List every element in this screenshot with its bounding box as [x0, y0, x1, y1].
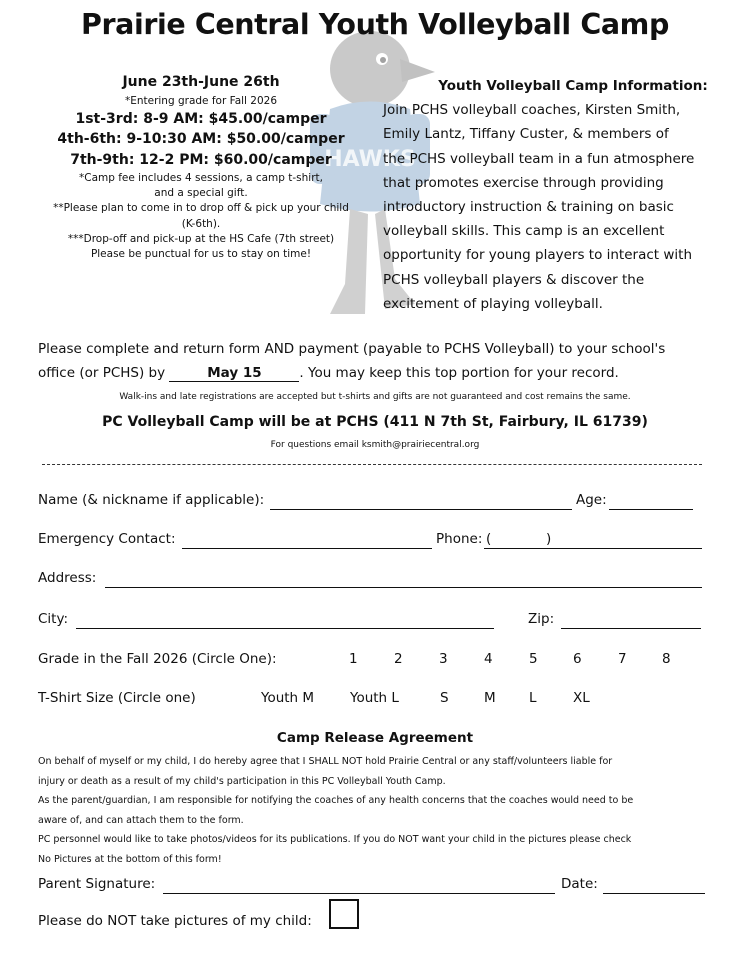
grade-option-4[interactable]: 4	[484, 651, 493, 667]
address-field[interactable]	[105, 587, 702, 588]
date-label: Date:	[561, 876, 598, 892]
fee-note-1: *Camp fee includes 4 sessions, a camp t-shirt,	[78, 172, 323, 185]
info-line: that promotes exercise through providing	[383, 174, 664, 191]
release-agreement-title: Camp Release Agreement	[276, 730, 474, 746]
age-field[interactable]	[609, 509, 693, 510]
city-label: City:	[38, 611, 69, 627]
emergency-contact-label: Emergency Contact:	[38, 531, 176, 547]
info-line: PCHS volleyball players & discover the	[383, 271, 645, 288]
phone-paren-close: )	[546, 531, 552, 547]
emergency-contact-field[interactable]	[182, 548, 432, 549]
age-label: Age:	[576, 492, 607, 508]
cafe-note: ***Drop-off and pick-up at the HS Cafe (7th street)	[67, 232, 335, 245]
phone-field[interactable]	[484, 548, 702, 549]
agreement-line: PC personnel would like to take photos/videos for its publications. If you do NOT want your child in the pictures please check	[38, 834, 632, 845]
price-4th-6th: 4th-6th: 9-10:30 AM: $50.00/camper	[57, 131, 345, 148]
camp-schedule	[28, 74, 374, 263]
info-line: Join PCHS volleyball coaches, Kirsten Smith,	[383, 102, 681, 119]
no-pictures-label: Please do NOT take pictures of my child:	[38, 913, 312, 929]
zip-field[interactable]	[561, 628, 701, 629]
drop-note-2: (K-6th).	[181, 217, 221, 230]
punctual-note: Please be punctual for us to stay on time!	[90, 247, 312, 260]
return-instructions-suffix: . You may keep this top portion for your record.	[299, 365, 619, 381]
return-instructions-prefix: office (or PCHS) by	[38, 365, 166, 381]
parent-signature-field[interactable]	[163, 893, 555, 894]
name-label: Name (& nickname if applicable):	[38, 492, 265, 508]
name-field[interactable]	[270, 509, 572, 510]
info-line: Emily Lantz, Tiffany Custer, & members of	[383, 126, 669, 143]
agreement-line: injury or death as a result of my child's participation in this PC Volleyball Youth Camp.	[38, 775, 446, 787]
mascot-shirt-text: HAWKS	[324, 147, 416, 172]
info-line: opportunity for young players to interact with	[383, 247, 692, 264]
info-line: excitement of playing volleyball.	[383, 295, 603, 312]
date-field[interactable]	[603, 893, 705, 894]
no-pictures-checkbox[interactable]	[329, 899, 359, 929]
grade-label: Grade in the Fall 2026 (Circle One):	[38, 651, 277, 667]
camp-location: PC Volleyball Camp will be at PCHS (411 N 7th St, Fairbury, IL 61739)	[102, 414, 648, 430]
grade-option-8[interactable]: 8	[662, 651, 671, 667]
grade-option-7[interactable]: 7	[618, 651, 627, 667]
agreement-line: No Pictures at the bottom of this form!	[38, 853, 222, 865]
info-line: volleyball skills. This camp is an excellent	[383, 223, 665, 240]
phone-paren-open: (	[486, 531, 492, 547]
release-agreement-text	[38, 752, 718, 869]
agreement-line: As the parent/guardian, I am responsible for notifying the coaches of any health concerns that the coaches would need to be	[38, 795, 634, 806]
zip-label: Zip:	[528, 611, 555, 627]
address-label: Address:	[38, 570, 97, 586]
entering-grade-note: *Entering grade for Fall 2026	[124, 94, 278, 107]
return-instructions-2	[38, 365, 619, 382]
size-option-youth-m[interactable]: Youth M	[261, 690, 315, 706]
price-7th-9th: 7th-9th: 12-2 PM: $60.00/camper	[70, 151, 332, 168]
city-field[interactable]	[76, 628, 494, 629]
size-option-s[interactable]: S	[440, 690, 449, 706]
price-1st-3rd: 1st-3rd: 8-9 AM: $45.00/camper	[75, 110, 327, 127]
fee-note-2: and a special gift.	[154, 187, 248, 200]
grade-option-1[interactable]: 1	[349, 651, 358, 667]
drop-note-1: **Please plan to come in to drop off & pick up your child	[53, 202, 349, 215]
page-title: Prairie Central Youth Volleyball Camp	[81, 8, 669, 41]
size-option-xl[interactable]: XL	[573, 690, 590, 706]
size-option-youth-l[interactable]: Youth L	[350, 690, 399, 706]
grade-option-5[interactable]: 5	[529, 651, 538, 667]
size-option-m[interactable]: M	[484, 690, 496, 706]
parent-signature-label: Parent Signature:	[38, 876, 156, 892]
phone-label: Phone:	[436, 531, 483, 547]
grade-option-2[interactable]: 2	[394, 651, 403, 667]
agreement-line: On behalf of myself or my child, I do hereby agree that I SHALL NOT hold Prairie Central or any staff/volunteers liable for	[38, 756, 613, 767]
camp-information	[383, 74, 723, 316]
info-title: Youth Volleyball Camp Information:	[438, 78, 708, 94]
info-line: introductory instruction & training on basic	[383, 199, 674, 216]
camp-dates: June 23th-June 26th	[122, 74, 280, 90]
grade-option-3[interactable]: 3	[439, 651, 448, 667]
agreement-line: aware of, and can attach them to the form.	[38, 814, 244, 826]
return-instructions-1: Please complete and return form AND payment (payable to PCHS Volleyball) to your school's	[38, 341, 666, 357]
return-deadline: May 15	[169, 365, 299, 382]
questions-contact: For questions email ksmith@prairiecentral.org	[270, 440, 480, 450]
size-option-l[interactable]: L	[529, 690, 537, 706]
grade-option-6[interactable]: 6	[573, 651, 582, 667]
walkin-note: Walk-ins and late registrations are accepted but t-shirts and gifts are not guaranteed and cost remains the same.	[119, 392, 631, 402]
tshirt-size-label: T-Shirt Size (Circle one)	[38, 690, 196, 706]
info-line: the PCHS volleyball team in a fun atmosphere	[383, 150, 695, 167]
cut-line	[42, 464, 702, 465]
